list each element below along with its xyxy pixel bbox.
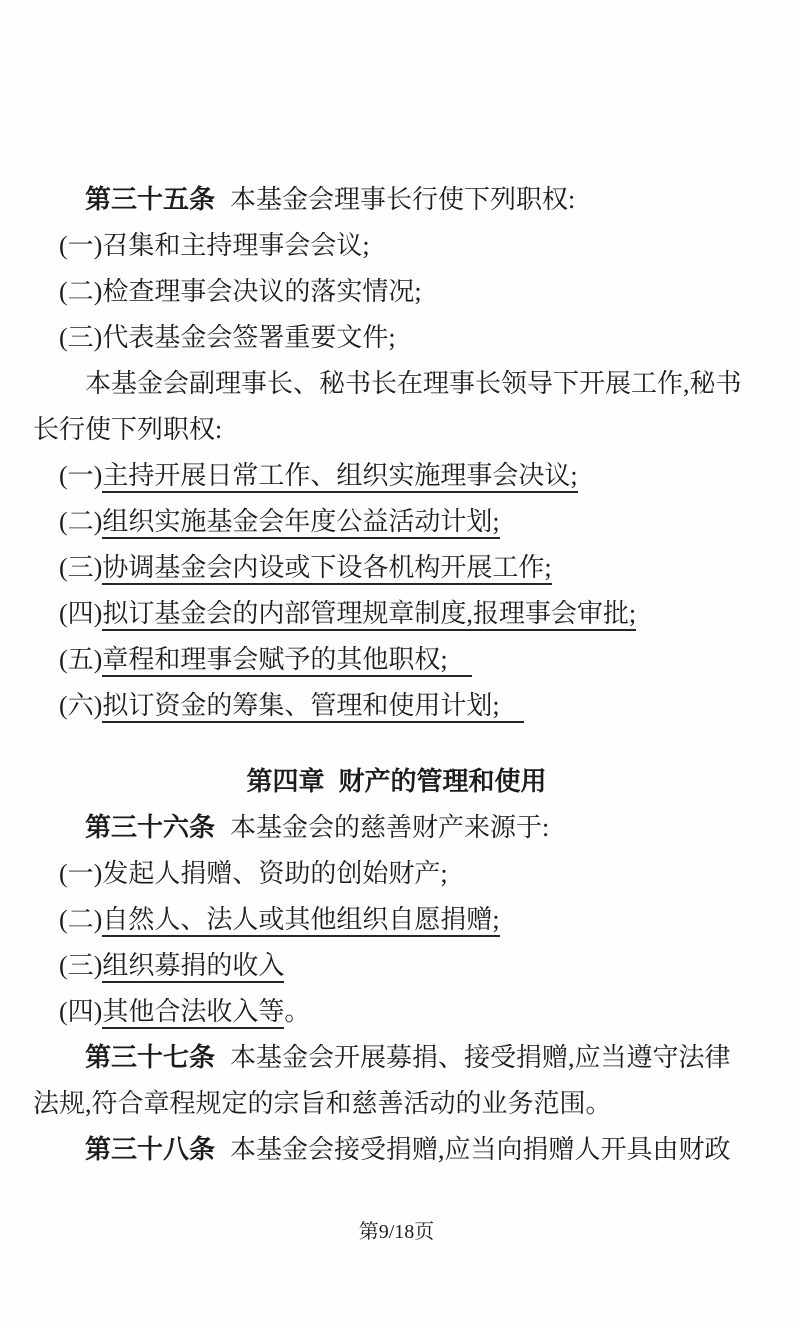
list-prefix: (三): [59, 553, 103, 582]
list-item: [33, 545, 760, 591]
list-text-underlined: 章程和理事会赋予的其他职权;: [102, 645, 471, 677]
article-heading: [33, 177, 760, 223]
list-prefix: (四): [59, 997, 103, 1026]
article-text: 本基金会开展募捐、接受捐赠,应当遵守法律: [230, 1043, 731, 1072]
article-text: 本基金会的慈善财产来源于:: [230, 813, 550, 842]
article-text: 本基金会理事长行使下列职权:: [230, 185, 576, 214]
list-item: [33, 499, 760, 545]
list-prefix: (四): [59, 599, 103, 628]
blank-line: [33, 729, 760, 759]
paragraph-line: [33, 1081, 760, 1127]
list-prefix: (一): [59, 231, 103, 260]
list-prefix: (一): [59, 859, 103, 888]
list-prefix: (三): [59, 323, 103, 352]
list-item: [33, 591, 760, 637]
list-item: [33, 315, 760, 361]
chapter-heading: [33, 759, 760, 805]
list-text-underlined: 其他合法收入等: [102, 997, 284, 1029]
list-item: [33, 943, 760, 989]
article-number: 第三十七条: [85, 1043, 216, 1072]
article-heading: [33, 1035, 760, 1081]
list-prefix: (二): [59, 507, 103, 536]
list-text-underlined: 组织募捐的收入: [102, 951, 284, 983]
list-text: 召集和主持理事会会议;: [102, 231, 370, 260]
list-item: [33, 637, 760, 683]
page-number: 第9/18页: [358, 1221, 435, 1243]
list-prefix: (三): [59, 951, 103, 980]
paragraph-text: 本基金会副理事长、秘书长在理事长领导下开展工作,秘书: [85, 369, 742, 398]
paragraph-line: [33, 407, 760, 453]
list-text-underlined: 自然人、法人或其他组织自愿捐赠;: [102, 905, 499, 937]
list-text-underlined: 协调基金会内设或下设各机构开展工作;: [102, 553, 551, 585]
list-text: 发起人捐赠、资助的创始财产;: [102, 859, 448, 888]
list-item: [33, 683, 760, 729]
paragraph-text: 法规,符合章程规定的宗旨和慈善活动的业务范围。: [33, 1089, 612, 1118]
list-prefix: (二): [59, 905, 103, 934]
list-text-underlined: 拟订基金会的内部管理规章制度,报理事会审批;: [102, 599, 636, 631]
article-heading: [33, 1127, 760, 1173]
list-prefix: (一): [59, 461, 103, 490]
list-item: [33, 989, 760, 1035]
list-prefix: (六): [59, 691, 103, 720]
list-text: 检查理事会决议的落实情况;: [102, 277, 422, 306]
article-heading: [33, 805, 760, 851]
article-number: 第三十六条: [85, 813, 216, 842]
article-number: 第三十八条: [85, 1135, 216, 1164]
chapter-number: 第四章: [246, 767, 325, 796]
chapter-title: 财产的管理和使用: [338, 767, 547, 796]
paragraph-line: [33, 361, 760, 407]
article-text: 本基金会接受捐赠,应当向捐赠人开具由财政: [230, 1135, 731, 1164]
list-prefix: (二): [59, 277, 103, 306]
list-item: [33, 223, 760, 269]
list-item: [33, 897, 760, 943]
article-number: 第三十五条: [85, 185, 216, 214]
list-text-underlined: 组织实施基金会年度公益活动计划;: [102, 507, 499, 539]
list-text: 代表基金会签署重要文件;: [102, 323, 396, 352]
list-item: [33, 269, 760, 315]
list-prefix: (五): [59, 645, 103, 674]
paragraph-text: 长行使下列职权:: [33, 415, 223, 444]
list-item: [33, 453, 760, 499]
list-item: [33, 851, 760, 897]
list-text-underlined: 拟订资金的筹集、管理和使用计划;: [102, 691, 523, 723]
list-text-tail: 。: [284, 997, 311, 1026]
list-text-underlined: 主持开展日常工作、组织实施理事会决议;: [102, 461, 577, 493]
